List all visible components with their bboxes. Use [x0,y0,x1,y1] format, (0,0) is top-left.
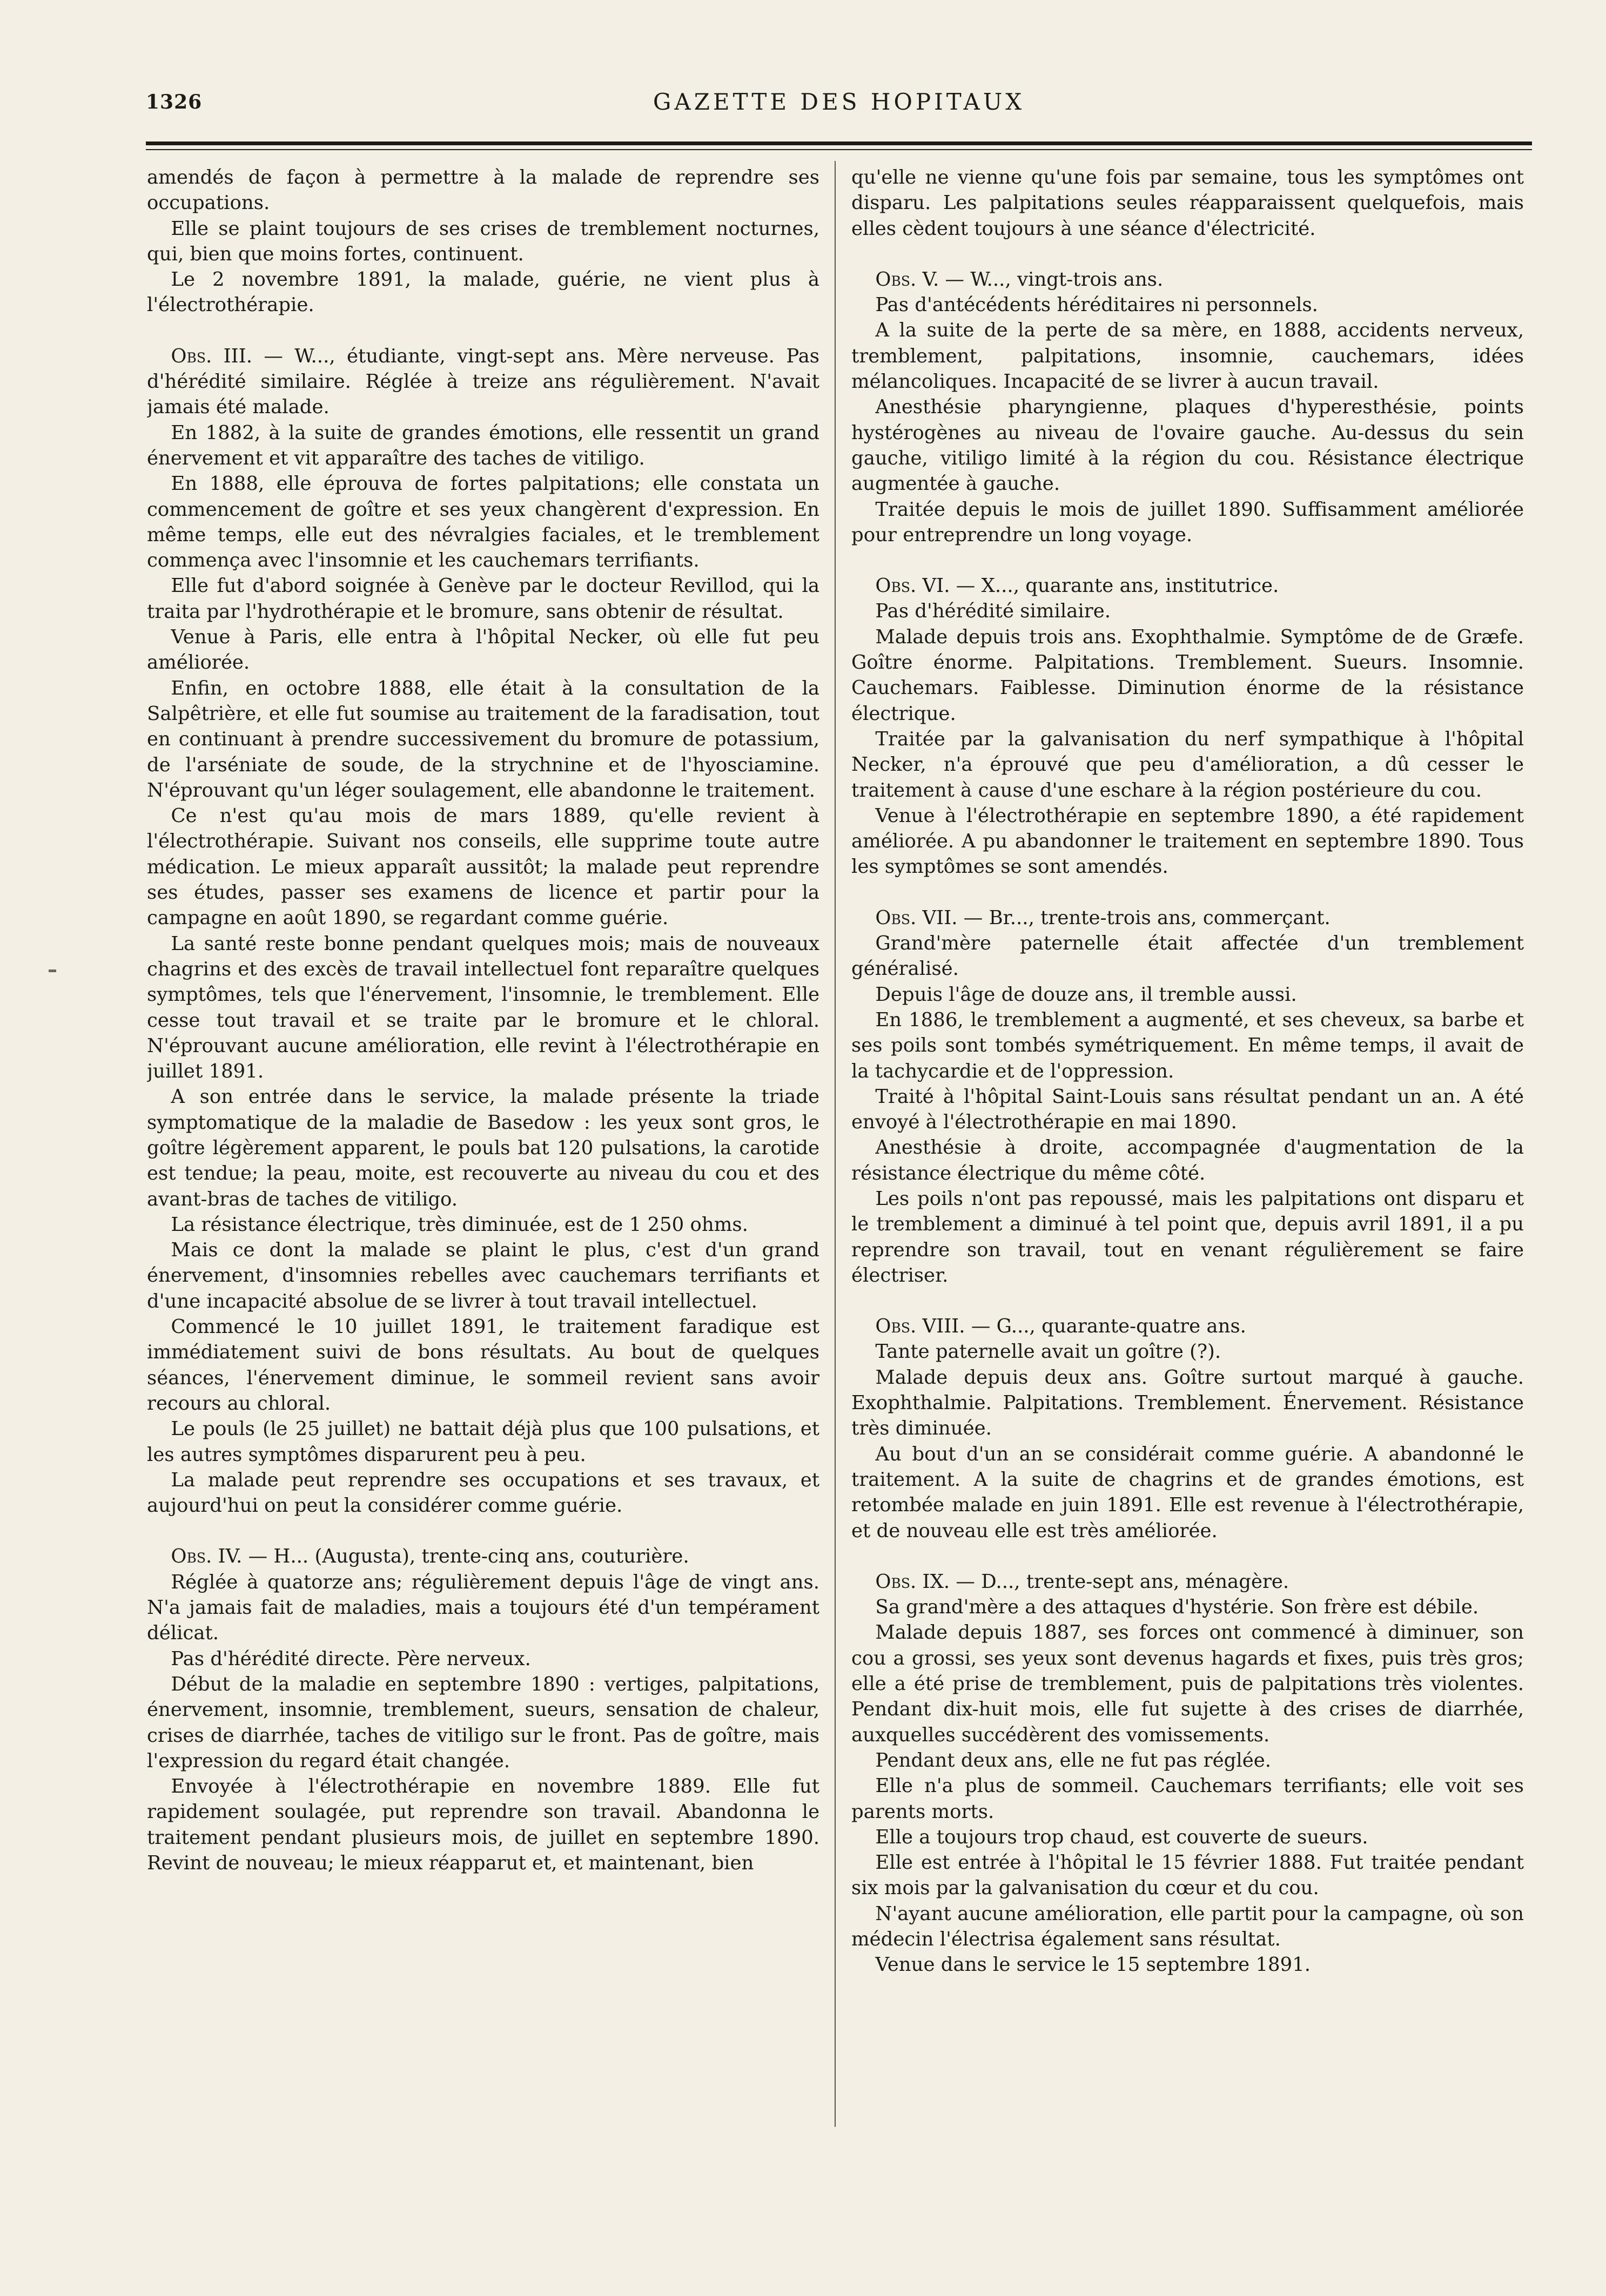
paragraph-text: Le 2 novembre 1891, la malade, guérie, ne vient plus à l'électrothérapie. [147,268,819,317]
paragraph [851,292,1524,318]
paragraph-text: — Br..., trente-trois ans, commerçant. [957,906,1331,929]
paragraph [147,216,819,267]
paragraph-text: — X..., quarante ans, institutrice. [950,575,1279,597]
page-number: 1326 [146,91,203,113]
paragraph-text: Traitée par la galvanisation du nerf sympathique à l'hôpital Necker, n'a éprouvé que peu d'amélioration, a dû cesser le traitement à cause d'une eschare à la région postérieure du cou. [851,728,1524,802]
paragraph-text: Malade depuis deux ans. Goître surtout marqué à gauche. Exophthalmie. Palpitations. Tremblement. Énervement. Résistance très diminuée. [851,1366,1524,1440]
paragraph-text: En 1882, à la suite de grandes émotions, elle ressentit un grand énervement et vit apparaître des taches de vitiligo. [147,421,819,469]
paragraph-text: A son entrée dans le service, la malade présente la triade symptomatique de la maladie de Basedow : les yeux sont gros, le goître légèrement apparent, le pouls bat 120 pulsations, la carotide est tendue; la peau, moite, est recouverte au niveau du cou et des avant-bras de taches de vitiligo. [147,1086,819,1210]
paragraph [851,726,1524,803]
paragraph [851,624,1524,726]
paragraph [851,1620,1524,1747]
paragraph [851,1442,1524,1544]
paragraph [147,573,819,624]
observation-label: Obs. VIII. [875,1315,965,1338]
paragraph [147,931,819,1085]
paragraph [147,471,819,573]
observation-heading-paragraph [851,1569,1524,1594]
paragraph-text: — H... (Augusta), trente-cinq ans, couturière. [242,1545,689,1568]
paragraph-text: En 1888, elle éprouva de fortes palpitations; elle constata un commencement de goître et ses yeux changèrent d'expression. En même temps, elle eut des névralgies faciales, et le tremblement commença avec l'insomnie et les cauchemars terrifiants. [147,473,819,572]
paragraph-text: Venue à l'électrothérapie en septembre 1890, a été rapidement améliorée. A pu abandonner le traitement en septembre 1890. Tous les symptômes se sont amendés. [851,804,1524,878]
paragraph [147,420,819,472]
paragraph-text: Malade depuis 1887, ses forces ont commencé à diminuer, son cou a grossi, ses yeux sont devenus hagards et fixes, puis très gros; elle a été prise de tremblement, puis de palpitations très violentes. Pendant dix-huit mois, elle fut sujette à des crises de diarrhée, auxquelles succédèrent des vomissements. [851,1621,1524,1746]
scan-mark [49,969,56,972]
paragraph-text: Sa grand'mère a des attaques d'hystérie. Son frère est débile. [875,1596,1479,1619]
paragraph-text: Venue à Paris, elle entra à l'hôpital Necker, où elle fut peu améliorée. [147,626,819,674]
observation-label: Obs. VI. [875,575,950,597]
paragraph [147,1212,819,1237]
paragraph [147,1672,819,1774]
paragraph-text: Elle n'a plus de sommeil. Cauchemars terrifiants; elle voit ses parents morts. [851,1775,1524,1823]
page-header [146,81,1532,119]
paragraph-text: Grand'mère paternelle était affectée d'un tremblement généralisé. [851,932,1524,980]
paragraph-text: Mais ce dont la malade se plaint le plus, c'est d'un grand énervement, d'insomnies rebelles avec cauchemars terrifiants et d'une incapacité absolue de se livrer à tout travail intellectuel. [147,1239,819,1312]
paragraph [851,394,1524,496]
paragraph [147,1237,819,1314]
paragraph [851,982,1524,1007]
header-rule-thick [146,142,1532,145]
column-divider [835,161,836,2127]
observation-heading-paragraph [851,905,1524,931]
paragraph [851,165,1524,241]
paragraph [851,1952,1524,1977]
paragraph [147,1467,819,1519]
paragraph [851,1748,1524,1773]
paragraph [851,1084,1524,1135]
paragraph-text: Au bout d'un an se considérait comme guérie. A abandonné le traitement. A la suite de chagrins et de grandes émotions, est retombée malade en juin 1891. Elle est revenue à l'électrothérapie, et de nouveau elle est très améliorée. [851,1443,1524,1542]
paragraph-text: Envoyée à l'électrothérapie en novembre 1889. Elle fut rapidement soulagée, put reprendre son travail. Abandonna le traitement pendant plusieurs mois, de juillet en septembre 1890. Revint de nouveau; le mieux réapparut et, et maintenant, bien [147,1775,819,1874]
paragraph-text: Depuis l'âge de douze ans, il tremble aussi. [875,983,1297,1006]
paragraph [147,1570,819,1646]
paragraph-text: Le pouls (le 25 juillet) ne battait déjà plus que 100 pulsations, et les autres symptômes disparurent peu à peu. [147,1418,819,1466]
paragraph-text: Elle se plaint toujours de ses crises de tremblement nocturnes, qui, bien que moins fortes, continuent. [147,217,819,265]
paragraph [851,1339,1524,1364]
observation-label: Obs. IV. [171,1545,243,1568]
observation-heading-paragraph [147,344,819,420]
paragraph-text: — W..., vingt-trois ans. [939,268,1164,291]
paragraph-text: Traité à l'hôpital Saint-Louis sans résultat pendant un an. A été envoyé à l'électrothérapie en mai 1890. [851,1085,1524,1134]
paragraph [851,598,1524,624]
paragraph-text: Commencé le 10 juillet 1891, le traitement faradique est immédiatement suivi de bons résultats. Au bout de quelques séances, l'énervement diminue, le sommeil revient sans avoir recours au chloral. [147,1316,819,1415]
paragraph-text: Traitée depuis le mois de juillet 1890. Suffisamment améliorée pour entreprendre un long voyage. [851,498,1524,546]
paragraph [147,1646,819,1672]
paragraph-text: Les poils n'ont pas repoussé, mais les palpitations ont disparu et le tremblement a diminué à tel point que, depuis avril 1891, il a pu reprendre son travail, tout en venant régulièrement se faire électriser. [851,1187,1524,1287]
paragraph [851,1365,1524,1442]
observation-label: Obs. V. [875,268,939,291]
paragraph [851,1901,1524,1952]
observation-heading-paragraph [851,573,1524,598]
paragraph-text: Début de la maladie en septembre 1890 : vertiges, palpitations, énervement, insomnie, tremblement, sueurs, sensation de chaleur, crises de diarrhée, taches de vitiligo sur le front. Pas de goître, mais l'expression du regard était changée. [147,1673,819,1772]
paragraph-text: Pas d'antécédents héréditaires ni personnels. [875,294,1318,317]
paragraph [147,267,819,318]
observation-label: Obs. III. [171,345,252,367]
paragraph-text: Elle a toujours trop chaud, est couverte de sueurs. [875,1826,1368,1848]
paragraph [851,318,1524,394]
paragraph-text: — D..., trente-sept ans, ménagère. [950,1570,1289,1593]
paragraph-text: La résistance électrique, très diminuée, est de 1 250 ohms. [171,1213,748,1236]
paragraph [147,1084,819,1211]
paragraph [851,497,1524,548]
paragraph-text: N'ayant aucune amélioration, elle partit pour la campagne, où son médecin l'électrisa également sans résultat. [851,1902,1524,1950]
paragraph-text: Malade depuis trois ans. Exophthalmie. Symptôme de de Græfe. Goître énorme. Palpitations. Tremblement. Sueurs. Insomnie. Cauchemars. Faiblesse. Diminution énorme de la résistance électrique. [851,625,1524,725]
paragraph-text: La malade peut reprendre ses occupations et ses travaux, et aujourd'hui on peut la considérer comme guérie. [147,1469,819,1517]
paragraph-text: En 1886, le tremblement a augmenté, et ses cheveux, sa barbe et ses poils sont tombés symétriquement. En même temps, il avait de la tachycardie et de l'oppression. [851,1008,1524,1082]
left-column [147,165,819,2163]
paragraph [851,931,1524,982]
paragraph [147,1416,819,1467]
paragraph [147,165,819,216]
right-column [851,165,1524,2163]
observation-heading-paragraph [851,1314,1524,1339]
paragraph-text: qu'elle ne vienne qu'une fois par semaine, tous les symptômes ont disparu. Les palpitations seules réapparaissent quelquefois, mais elles cèdent toujours à une séance d'électricité. [851,166,1524,240]
paragraph-text: Pas d'hérédité directe. Père nerveux. [171,1647,531,1670]
paragraph-text: Tante paternelle avait un goître (?). [875,1341,1221,1363]
paragraph [851,1773,1524,1824]
paragraph [851,1850,1524,1901]
paragraph-text: La santé reste bonne pendant quelques mois; mais de nouveaux chagrins et des excès de travail intellectuel font reparaître quelques symptômes, tels que l'énervement, l'insomnie, le tremblement. Elle cesse tout travail et se traite par le bromure et le chloral. N'éprouvant aucune amélioration, elle revint à l'électrothérapie en juillet 1891. [147,932,819,1083]
paragraph [851,1594,1524,1620]
paragraph-text: amendés de façon à permettre à la malade de reprendre ses occupations. [147,166,819,214]
paragraph [851,1007,1524,1084]
observation-label: Obs. IX. [875,1570,950,1593]
paragraph-text: Venue dans le service le 15 septembre 1891. [875,1954,1311,1976]
paragraph [147,1774,819,1876]
paragraph [147,624,819,676]
paragraph-text: Réglée à quatorze ans; régulièrement depuis l'âge de vingt ans. N'a jamais fait de maladies, mais a toujours été d'un tempérament délicat. [147,1571,819,1645]
observation-heading-paragraph [851,267,1524,292]
paragraph-text: Ce n'est qu'au mois de mars 1889, qu'elle revient à l'électrothérapie. Suivant nos conseils, elle supprime toute autre médication. Le mieux apparaît aussitôt; la malade peut reprendre ses études, passer ses examens de licence et partir pour la campagne en août 1890, se regardant comme guérie. [147,805,819,930]
paragraph-text: — W..., étudiante, vingt-sept ans. Mère nerveuse. Pas d'hérédité similaire. Réglée à treize ans régulièrement. N'avait jamais été malade. [147,345,819,419]
paragraph [851,1186,1524,1288]
paragraph-text: Enfin, en octobre 1888, elle était à la consultation de la Salpêtrière, et elle fut soumise au traitement de la faradisation, tout en continuant à prendre successivement du bromure de potassium, de l'arséniate de soude, de la strychnine et de l'hyosciamine. N'éprouvant qu'un léger soulagement, elle abandonne le traitement. [147,677,819,802]
paragraph-text: Elle est entrée à l'hôpital le 15 février 1888. Fut traitée pendant six mois par la galvanisation du cœur et du cou. [851,1851,1524,1900]
paragraph [147,803,819,931]
observation-heading-paragraph [147,1544,819,1569]
paragraph-text: Pas d'hérédité similaire. [875,600,1111,623]
paragraph-text: — G..., quarante-quatre ans. [965,1315,1246,1338]
paragraph [851,1824,1524,1850]
observation-label: Obs. VII. [875,906,958,929]
paragraph [147,676,819,803]
paragraph-text: Pendant deux ans, elle ne fut pas réglée. [875,1749,1272,1772]
paragraph [851,803,1524,880]
paragraph-text: A la suite de la perte de sa mère, en 1888, accidents nerveux, tremblement, palpitations, insomnie, cauchemars, idées mélancoliques. Incapacité de se livrer à aucun travail. [851,319,1524,393]
paragraph [147,1314,819,1416]
journal-title: GAZETTE DES HOPITAUX [653,89,1025,115]
paragraph-text: Elle fut d'abord soignée à Genève par le docteur Revillod, qui la traita par l'hydrothérapie et le bromure, sans obtenir de résultat. [147,575,819,623]
paragraph [851,1135,1524,1186]
header-rule-thin [146,149,1532,150]
paragraph-text: Anesthésie à droite, accompagnée d'augmentation de la résistance électrique du même côté. [851,1136,1524,1184]
paragraph-text: Anesthésie pharyngienne, plaques d'hyperesthésie, points hystérogènes au niveau de l'ovaire gauche. Au-dessus du sein gauche, vitiligo limité à la région du cou. Résistance électrique augmentée à gauche. [851,396,1524,495]
